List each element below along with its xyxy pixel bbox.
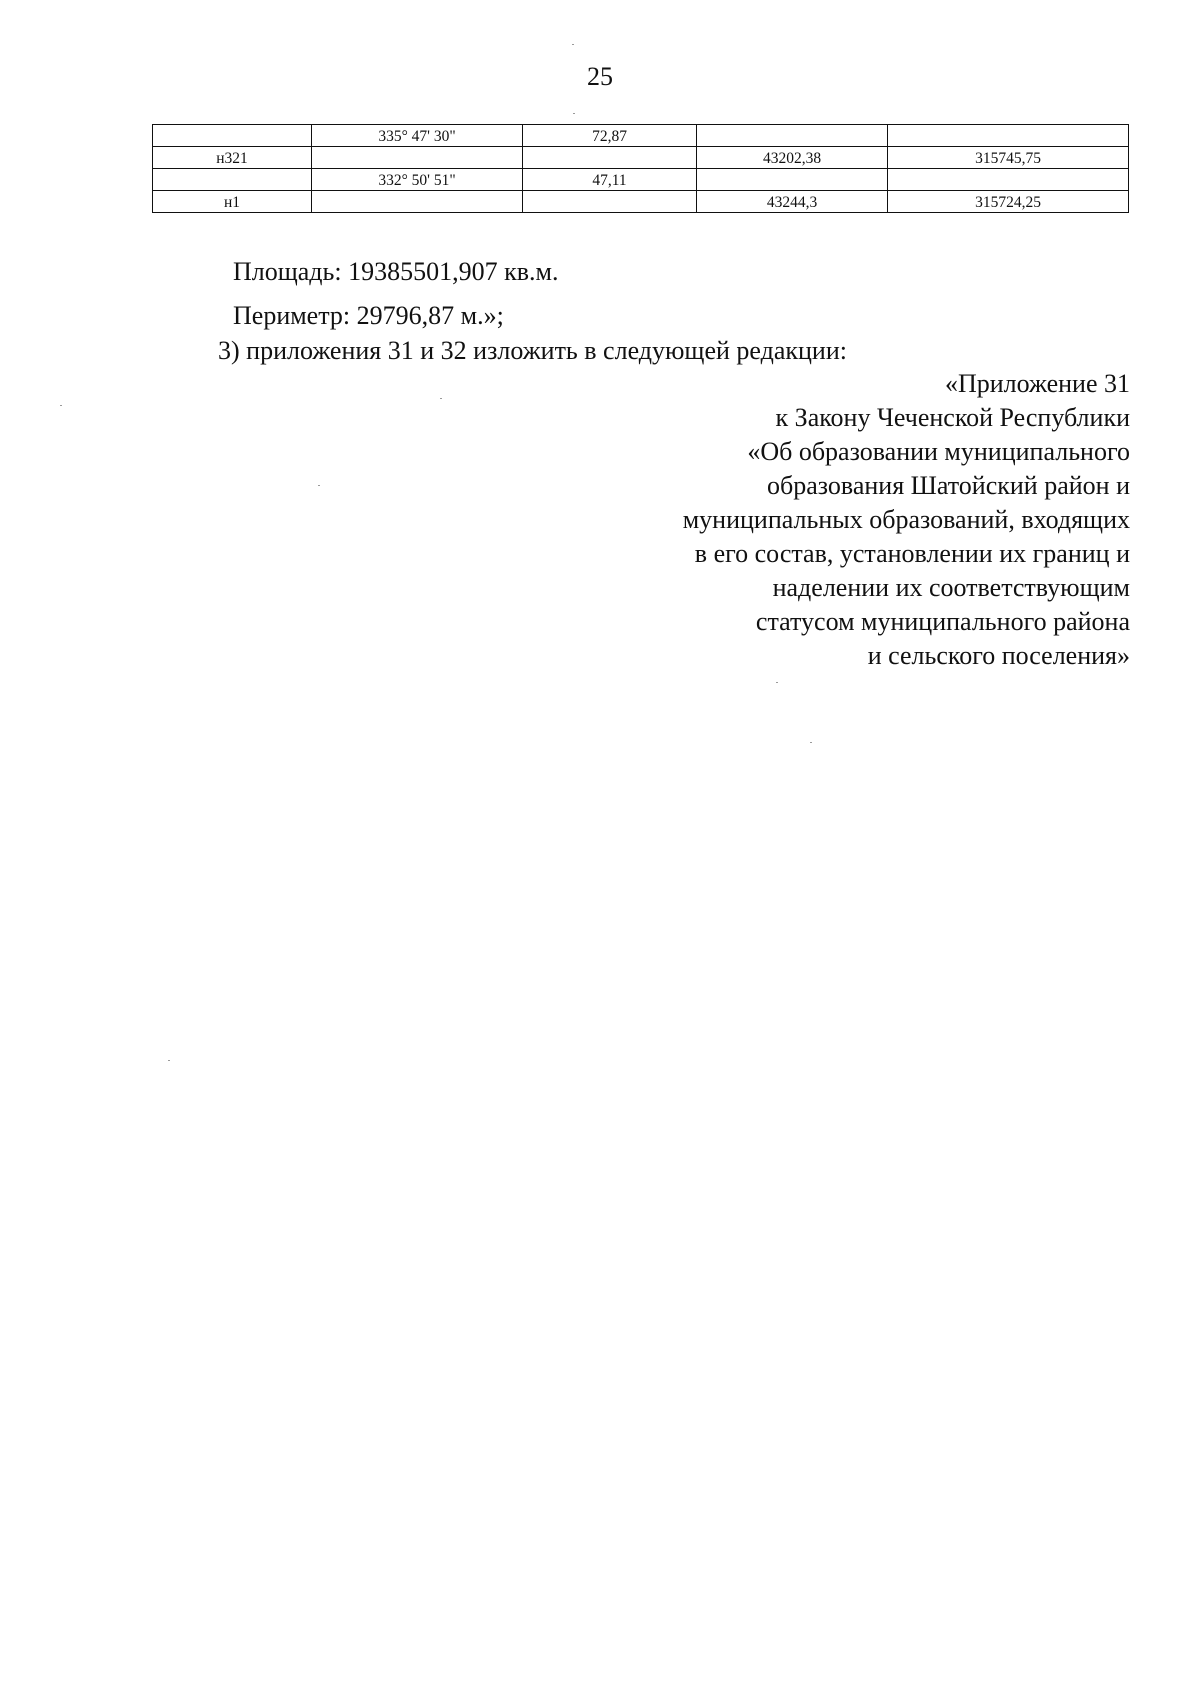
appendix-line: и сельского поселения»	[867, 641, 1130, 670]
table-cell	[523, 191, 697, 213]
table-cell: 332° 50' 51"	[312, 169, 523, 191]
appendix-line: образования Шатойский район и	[767, 471, 1130, 500]
table-cell	[697, 169, 888, 191]
appendix-line: муниципальных образований, входящих	[682, 505, 1130, 534]
appendix-line: статусом муниципального района	[755, 607, 1130, 636]
appendix-line: наделении их соответствующим	[772, 573, 1130, 602]
table-cell: 43244,3	[697, 191, 888, 213]
scan-speck	[573, 113, 575, 114]
scan-speck	[572, 44, 574, 45]
table-row	[153, 191, 1129, 213]
scan-speck	[440, 398, 442, 399]
appendix-line: «Приложение 31	[944, 369, 1130, 398]
page-number: 25	[587, 62, 613, 91]
table-cell	[312, 191, 523, 213]
scan-speck	[318, 485, 320, 486]
table-cell: н1	[153, 191, 312, 213]
amendment-item-3: 3) приложения 31 и 32 изложить в следующей редакции:	[218, 336, 847, 365]
table-row	[153, 147, 1129, 169]
appendix-line: в его состав, установлении их границ и	[694, 539, 1130, 568]
table-cell	[153, 169, 312, 191]
table-cell: 315745,75	[888, 147, 1129, 169]
table-cell	[153, 125, 312, 147]
table-cell: 335° 47' 30"	[312, 125, 523, 147]
appendix-line: к Закону Чеченской Республики	[775, 403, 1130, 432]
table-cell	[888, 125, 1129, 147]
scan-speck	[776, 682, 778, 683]
table-cell: 315724,25	[888, 191, 1129, 213]
table-cell	[888, 169, 1129, 191]
perimeter-text: Периметр: 29796,87 м.»;	[233, 301, 504, 330]
table-row	[153, 169, 1129, 191]
scan-speck	[60, 405, 62, 406]
appendix-header	[570, 367, 1130, 673]
scan-speck	[168, 1060, 170, 1061]
table-row	[153, 125, 1129, 147]
area-text: Площадь: 19385501,907 кв.м.	[233, 257, 559, 286]
appendix-line: «Об образовании муниципального	[747, 437, 1130, 466]
coordinates-table	[152, 124, 1129, 213]
table-cell: 43202,38	[697, 147, 888, 169]
table-cell	[523, 147, 697, 169]
table-cell: 72,87	[523, 125, 697, 147]
table-cell	[697, 125, 888, 147]
scan-speck	[810, 742, 812, 743]
table-cell	[312, 147, 523, 169]
table-cell: 47,11	[523, 169, 697, 191]
table-cell: н321	[153, 147, 312, 169]
